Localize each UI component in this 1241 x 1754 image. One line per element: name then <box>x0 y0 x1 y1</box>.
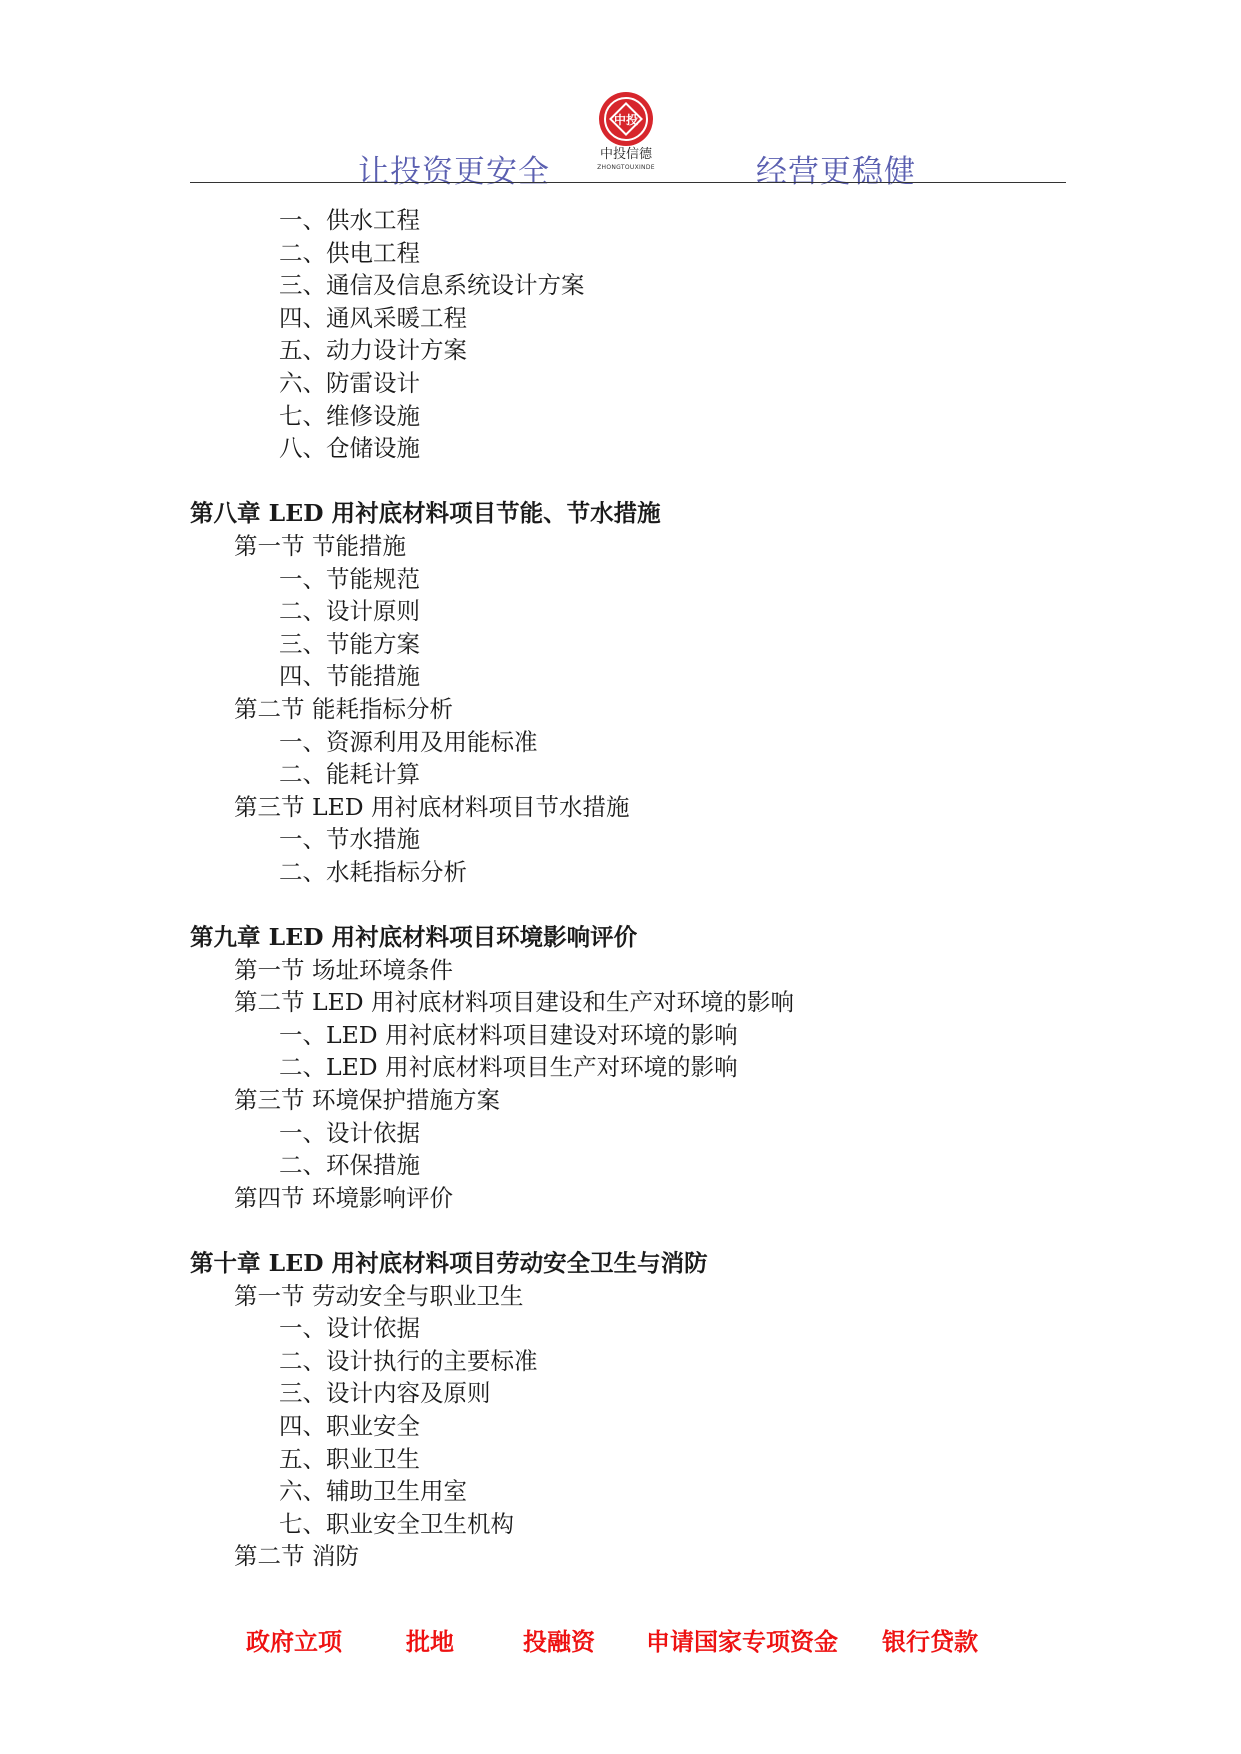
footer-link[interactable]: 政府立项 <box>246 1628 342 1656</box>
toc-section: 第二节 能耗指标分析 <box>234 694 453 723</box>
toc-item: 二、设计原则 <box>279 597 420 626</box>
toc-section: 第一节 节能措施 <box>234 531 406 560</box>
logo-text: 中投信德 <box>599 147 652 162</box>
toc-item: 一、设计依据 <box>279 1314 420 1343</box>
toc-item: 二、环保措施 <box>279 1151 420 1180</box>
toc-item: 一、设计依据 <box>279 1118 420 1147</box>
toc-item: 二、水耗指标分析 <box>279 857 467 886</box>
toc-item: 一、供水工程 <box>279 206 420 234</box>
toc-item: 四、通风采暖工程 <box>279 303 467 332</box>
toc-item: 四、节能措施 <box>279 662 420 691</box>
company-logo <box>586 90 666 182</box>
toc-section: 第四节 环境影响评价 <box>234 1183 453 1212</box>
toc-item: 六、辅助卫生用室 <box>279 1477 467 1506</box>
toc-item: 三、节能方案 <box>279 629 420 658</box>
toc-spacer <box>190 888 1066 921</box>
toc-item: 五、职业卫生 <box>279 1444 420 1473</box>
toc-chapter: 第九章 LED 用衬底材料项目环境影响评价 <box>190 923 638 952</box>
toc-section: 第二节 消防 <box>234 1542 359 1571</box>
toc-item: 一、节水措施 <box>279 825 420 854</box>
toc-item: 三、通信及信息系统设计方案 <box>279 271 585 300</box>
toc-item: 六、防雷设计 <box>279 368 420 397</box>
page-header <box>190 80 1066 190</box>
svg-text:中投: 中投 <box>613 113 639 127</box>
toc-spacer <box>190 1214 1066 1247</box>
toc-item: 二、能耗计算 <box>279 760 420 789</box>
toc-item: 二、LED 用衬底材料项目生产对环境的影响 <box>279 1053 738 1082</box>
toc-section: 第一节 劳动安全与职业卫生 <box>234 1281 524 1310</box>
toc-section: 第一节 场址环境条件 <box>234 955 453 984</box>
table-of-contents <box>190 204 1066 1573</box>
header-divider <box>190 182 1066 183</box>
toc-item: 三、设计内容及原则 <box>279 1379 491 1408</box>
toc-chapter: 第八章 LED 用衬底材料项目节能、节水措施 <box>190 499 661 528</box>
toc-item: 七、维修设施 <box>279 401 420 430</box>
toc-item: 五、动力设计方案 <box>279 336 467 365</box>
toc-section: 第三节 环境保护措施方案 <box>234 1086 500 1115</box>
footer-link[interactable]: 批地 <box>406 1628 454 1656</box>
header-slogan-left: 让投资更安全 <box>358 154 550 190</box>
footer-links <box>0 1622 1241 1662</box>
toc-item: 一、资源利用及用能标准 <box>279 727 538 756</box>
toc-section: 第二节 LED 用衬底材料项目建设和生产对环境的影响 <box>234 988 795 1017</box>
toc-chapter: 第十章 LED 用衬底材料项目劳动安全卫生与消防 <box>190 1249 708 1277</box>
footer-link[interactable]: 申请国家专项资金 <box>646 1628 838 1656</box>
toc-section: 第三节 LED 用衬底材料项目节水措施 <box>234 792 630 821</box>
toc-item: 一、LED 用衬底材料项目建设对环境的影响 <box>279 1020 738 1049</box>
toc-item: 四、职业安全 <box>279 1411 420 1440</box>
header-slogan-right: 经营更稳健 <box>756 154 916 190</box>
logo-subtext: ZHONGTOUXINDE <box>597 164 655 171</box>
toc-item: 八、仓储设施 <box>279 434 420 463</box>
toc-spacer <box>190 465 1066 498</box>
toc-item: 七、职业安全卫生机构 <box>279 1509 514 1538</box>
toc-item: 一、节能规范 <box>279 564 420 593</box>
toc-item: 二、设计执行的主要标准 <box>279 1346 538 1375</box>
footer-link[interactable]: 银行贷款 <box>882 1628 978 1656</box>
logo-emblem-icon <box>586 90 666 148</box>
footer-link[interactable]: 投融资 <box>523 1628 595 1656</box>
toc-item: 二、供电工程 <box>279 238 420 267</box>
